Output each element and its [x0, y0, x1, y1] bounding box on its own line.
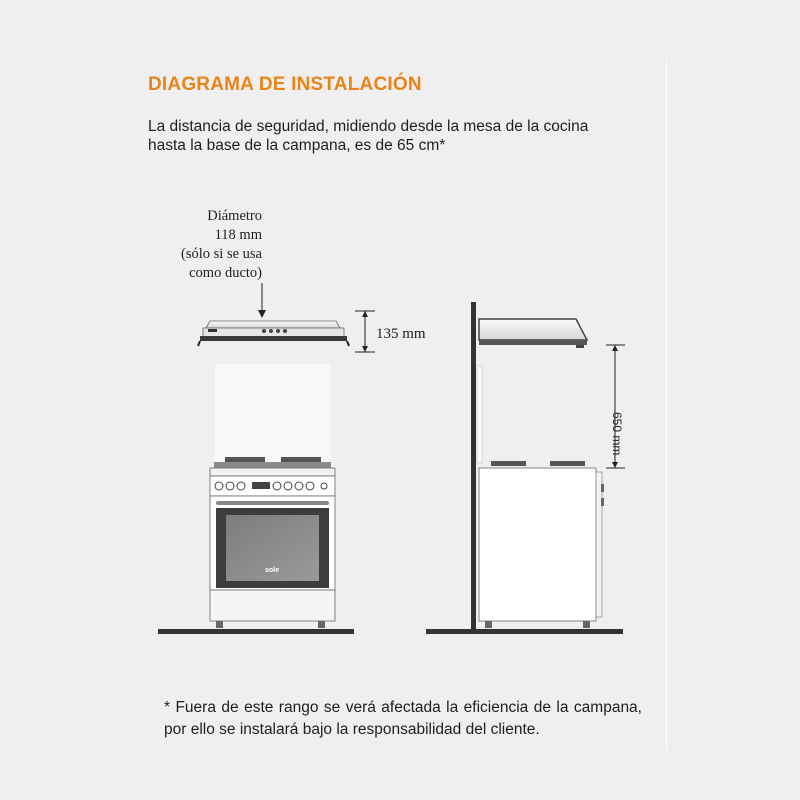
diameter-line-3: (sólo si se usa	[181, 246, 262, 262]
brand-mark: sole	[264, 567, 280, 574]
diameter-arrow	[258, 283, 266, 318]
hood-height-dimension	[355, 311, 375, 352]
hood-height-label: 135 mm	[376, 326, 426, 342]
clearance-label: 650 mm	[610, 412, 624, 456]
hood-front-view	[198, 321, 349, 346]
hood-side-view	[479, 319, 587, 340]
floor-line-side	[426, 629, 623, 634]
footnote: * Fuera de este rango se verá afectada la eficiencia de la campana, por ello se instalará bajo la responsabilidad del cliente.	[164, 699, 642, 738]
diameter-line-1: Diámetro	[207, 208, 262, 224]
backsplash-panel	[215, 364, 330, 464]
wall	[471, 302, 476, 632]
side-view	[471, 302, 604, 632]
page-title: DIAGRAMA DE INSTALACIÓN	[148, 74, 422, 95]
intro-line-1: La distancia de seguridad, midiendo desde la mesa de la cocina	[148, 118, 589, 135]
diameter-line-4: como ducto)	[189, 265, 262, 281]
floor-line-front	[158, 629, 354, 634]
cooker-side-view	[479, 468, 596, 621]
intro-line-2: hasta la base de la campana, es de 65 cm*	[148, 137, 446, 154]
hood-logo	[208, 329, 217, 332]
diameter-line-2: 118 mm	[214, 227, 262, 243]
cooker-front-view	[210, 457, 335, 628]
clearance-dimension	[606, 345, 625, 468]
